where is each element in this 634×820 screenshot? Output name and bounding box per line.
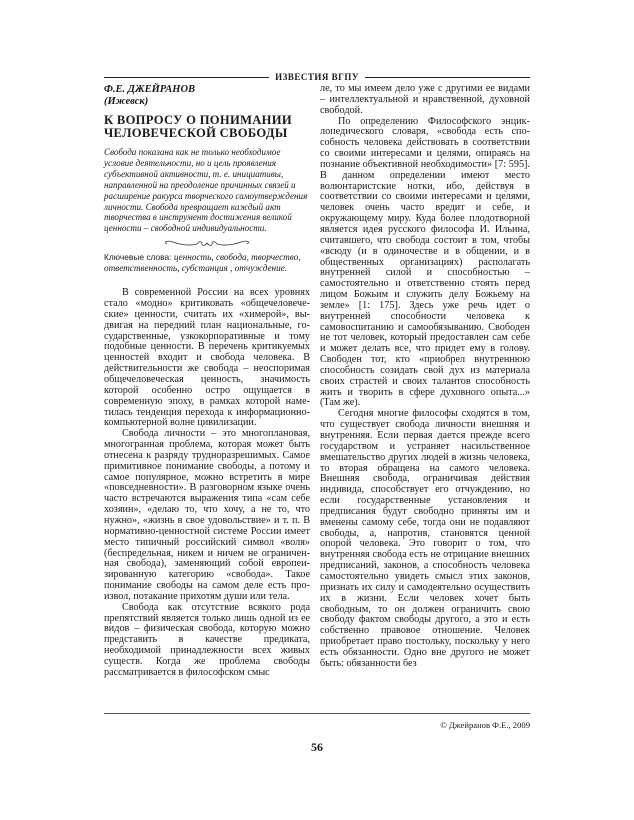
body-paragraph: В современной России на всех уровнях стало «модно» критиковать «общечеловеческие» ценности, считать их «химерой», выдвигая на передний план национальные, государственные, узкокорпоративные и тому подобные ценности. В перечень критикуемых ценностей входит и свобода человека. В действительности же свобода – неоспоримая общечеловеческая ценность, значимость которой особенно остро ощущается в современную эпоху, в рамках которой наметилась тенденция перехода к информационно-компьютерной волне цивилизации. <box>104 287 310 429</box>
copyright-notice: © Джейранов Ф.Е., 2009 <box>440 720 530 730</box>
body-paragraph-continued: ле, то мы имеем дело уже с другими ее видами – интеллектуальной и нравственной, духовной свободой. <box>320 83 530 116</box>
body-paragraph: Свобода личности – это многоплановая, многогранная проблема, которая может быть отнесена к разряду трудноразрешимых. Самое примитивное понимание свободы, а потому и самое популярное, можно встретить в мире «повседневности». В разговорном языке очень часто встречаются выражения типа «сам себе хозяин», «делаю то, что хочу, а не то, что нужно», «жизнь в свое удовольствие» и т. п. В нормативно-ценностной системе России имеет место типичный российский символ «воля» (беспредельная, никем и ничем не ограниченная свобода), заменяющий собой европеизированную категорию «свобода». Такое понимание свободы на самом деле есть произвол, потакание прихотям души или тела. <box>104 428 310 602</box>
body-paragraph: По определению Философского энциклопедического словаря, «свобода есть способность человека действовать в соответствии со своими интересами и целями, опираясь на познание объективной необходимости» [7: 595]. В данном определении имеют место волюнтаристские нотки, ибо, действуя в соответствии со своими интересами и целями, человек очень часто вредит и себе, и окружающему миру. Куда более плодотворной является идея русского философа И. Ильина, считавшего, что свобода состоит в том, чтобы «всюду (и в одиночестве и в общении, и в общественных организациях) располагать внутренней силой и способностью – самостоятельно и ответственно стоять перед лицом Божьим и служить делу Божьему на земле» [1: 175]. Здесь уже речь идет о внутренней способности человека к самовоспитанию и самообязыванию. Свободен не тот человек, который предоставлен сам себе и может делать все, что придет ему в голову. Свободен тот, кто «приобрел внутреннюю способность созидать свой дух из материала своих страстей и своих талантов способность жить и творить в сфере духовного опыта...» (Там же). <box>320 115 530 409</box>
left-column <box>104 84 310 679</box>
author-city: (Ижевск) <box>104 96 149 107</box>
header-rule-right <box>365 77 530 78</box>
author-name: Ф.Е. ДЖЕЙРАНОВ <box>104 84 196 95</box>
page-number: 56 <box>311 740 323 754</box>
journal-title: ИЗВЕСТИЯ ВГПУ <box>275 72 359 82</box>
right-column <box>320 84 530 670</box>
running-head <box>104 71 530 83</box>
keywords <box>104 252 310 274</box>
decorative-flourish-icon <box>161 239 253 249</box>
header-rule-left <box>104 77 269 78</box>
article-title: К ВОПРОСУ О ПОНИМАНИИ ЧЕЛОВЕЧЕСКОЙ СВОБОДЫ <box>104 113 292 140</box>
body-paragraph: Свобода как отсутствие всякого рода препятствий является только лишь одной из ее видов – физическая свобода, которую можно представить в качестве предиката, необходимой принадлежности всех живых существ. Когда же проблема свободы рассматривается в философском смыс <box>104 601 310 678</box>
footnote-rule <box>104 713 530 714</box>
abstract: Свобода показана как не только необходимое условие деятельности, но и цель проявления субъективной активности, т. е. инициативы, направленной на преодоление причинных связей и расширение ракурса творческого самоутверждения личности. Свобода превращает каждый акт творчества в инструмент достижения великой ценности – свободной индивидуальности. <box>104 147 308 234</box>
body-paragraph: Сегодня многие философы сходятся в том, что существует свобода личности внешняя и внутренняя. Если первая дается прежде всего государством и устраняет насильственное вмешательство других людей в жизнь человека, то вторая обращена на самого человека. Внешняя свобода, ограничивая действия индивида, способствует его отчуждению, но если государственные установления и предписания будут свободно приняты им и вменены самому себе, тогда они не подавляют свободы, а, напротив, становятся ценной опорой человека. Это говорит о том, что внутренняя свобода есть не отрицание внешних предписаний, законов, а способность человека самостоятельно увидеть смысл этих законов, признать их силу и самодеятельно осуществить их в жизни. Если человек хочет быть свободным, то он должен ограничить свою свободу фактом свободы другого, а это и есть собственно правовое отношение. Человек приобретает право постольку, поскольку у него есть обязанности. Одно вне другого не может быть: обязанности без <box>320 408 530 669</box>
keywords-label: Ключевые слова: <box>104 252 172 263</box>
keywords-list: ценность, свобода, творчество, ответственность, субстанция , отчуждение. <box>104 252 301 274</box>
